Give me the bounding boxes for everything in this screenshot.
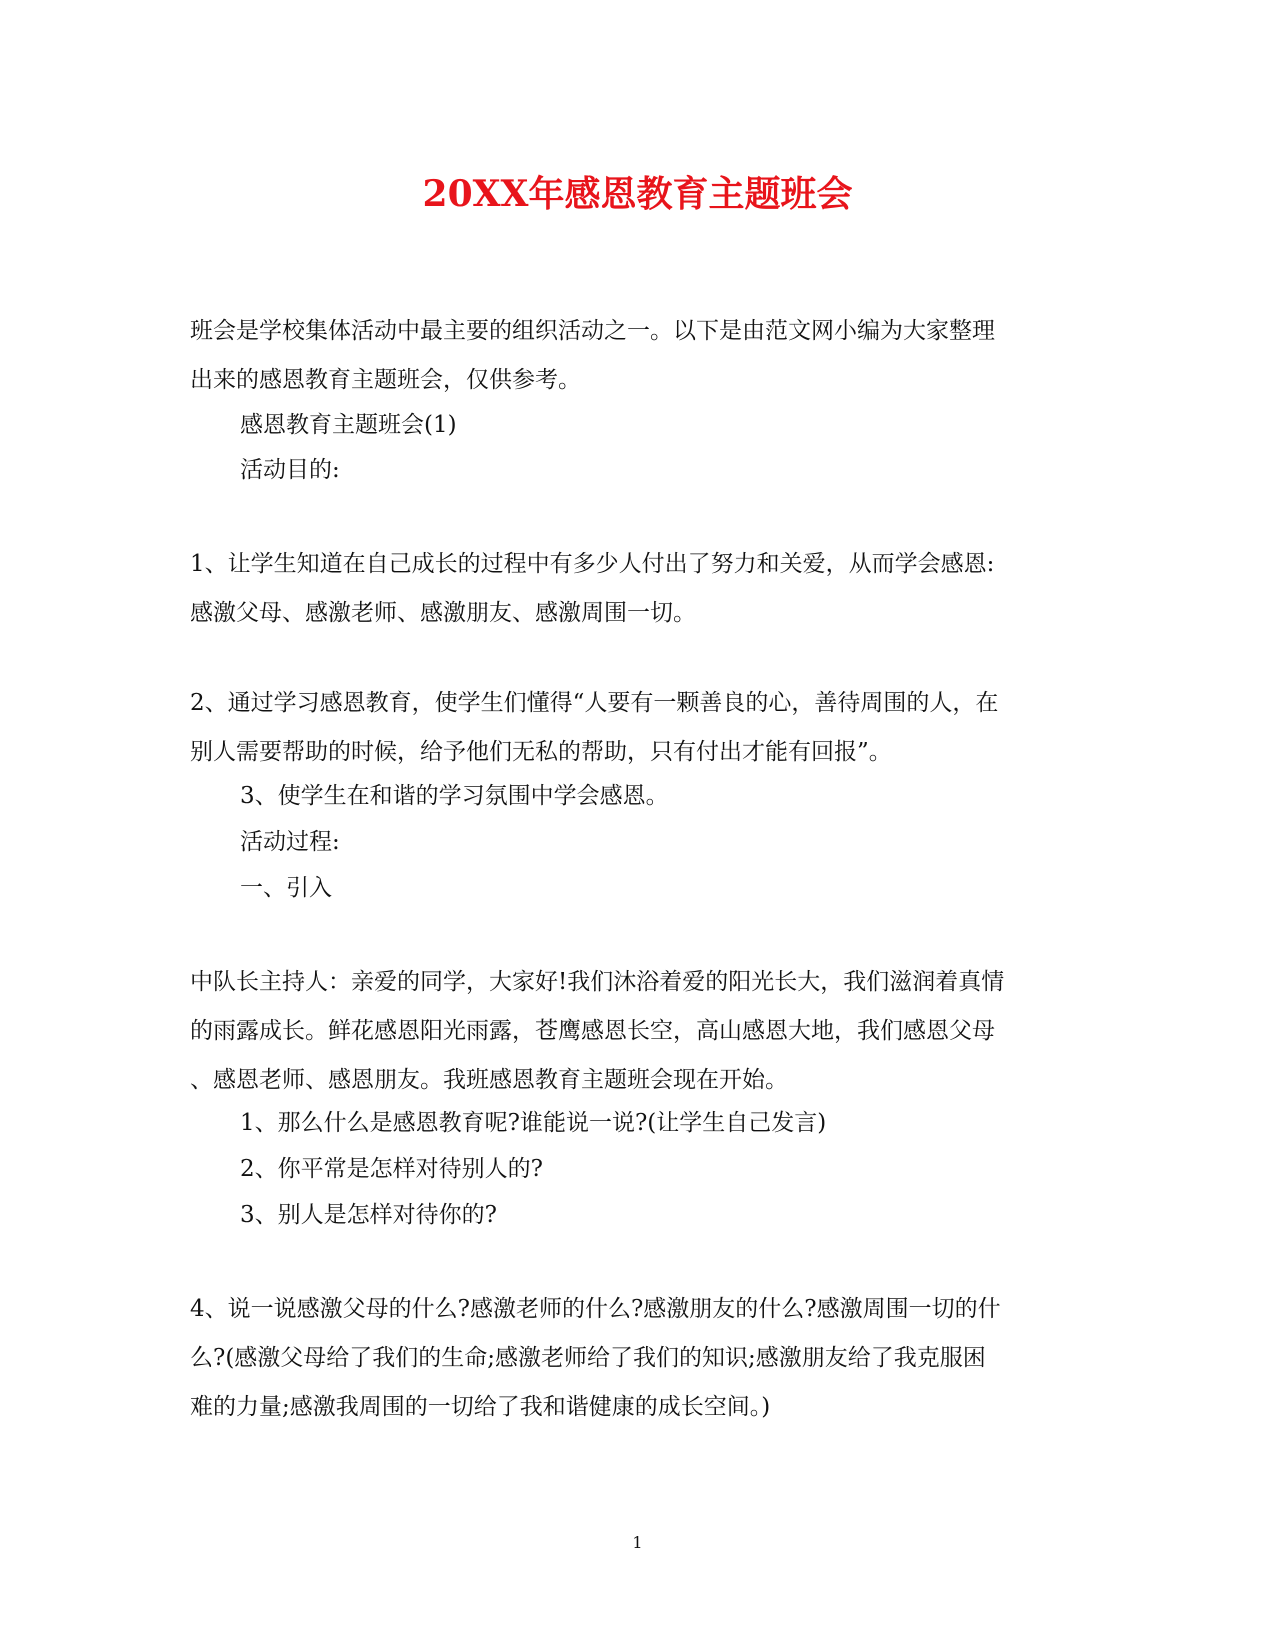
host-speech-line-3: 、感恩老师、感恩朋友。我班感恩教育主题班会现在开始。 <box>190 1067 788 1093</box>
question-1: 1、那么什么是感恩教育呢?谁能说一说?(让学生自己发言) <box>240 1110 827 1136</box>
intro-paragraph <box>190 307 1090 405</box>
question-3: 3、别人是怎样对待你的? <box>240 1202 497 1228</box>
question-2: 2、你平常是怎样对待别人的? <box>240 1156 543 1182</box>
goal-1-line-1: 1、让学生知道在自己成长的过程中有多少人付出了努力和关爱，从而学会感恩: <box>190 551 995 577</box>
goal-2-paragraph <box>190 679 1090 777</box>
goal-1-paragraph <box>190 540 1090 638</box>
step-1-heading: 一、引入 <box>240 875 332 901</box>
document-title: 20XX年感恩教育主题班会 <box>422 173 853 215</box>
section-title: 感恩教育主题班会(1) <box>240 412 457 438</box>
goal-2-line-2: 别人需要帮助的时候，给予他们无私的帮助，只有付出才能有回报”。 <box>190 739 892 765</box>
goal-heading: 活动目的: <box>240 457 340 483</box>
host-speech-paragraph <box>190 958 1090 1105</box>
question-4-line-2: 么?(感激父母给了我们的生命;感激老师给了我们的知识;感激朋友给了我克服困 <box>190 1345 986 1371</box>
intro-line-2: 出来的感恩教育主题班会，仅供参考。 <box>190 367 581 393</box>
goal-3: 3、使学生在和谐的学习氛围中学会感恩。 <box>240 783 669 809</box>
goal-1-line-2: 感激父母、感激老师、感激朋友、感激周围一切。 <box>190 600 696 626</box>
host-speech-line-1: 中队长主持人：亲爱的同学，大家好!我们沐浴着爱的阳光长大，我们滋润着真情 <box>190 969 1005 995</box>
process-heading: 活动过程: <box>240 829 340 855</box>
question-4-paragraph <box>190 1285 1090 1432</box>
intro-line-1: 班会是学校集体活动中最主要的组织活动之一。以下是由范文网小编为大家整理 <box>190 318 995 344</box>
goal-2-line-1: 2、通过学习感恩教育，使学生们懂得“人要有一颗善良的心，善待周围的人，在 <box>190 690 999 716</box>
question-4-line-3: 难的力量;感激我周围的一切给了我和谐健康的成长空间。) <box>190 1394 771 1420</box>
question-4-line-1: 4、说一说感激父母的什么?感激老师的什么?感激朋友的什么?感激周围一切的什 <box>190 1296 1001 1322</box>
host-speech-line-2: 的雨露成长。鲜花感恩阳光雨露，苍鹰感恩长空，高山感恩大地，我们感恩父母 <box>190 1018 995 1044</box>
page-number: 1 <box>632 1533 643 1552</box>
